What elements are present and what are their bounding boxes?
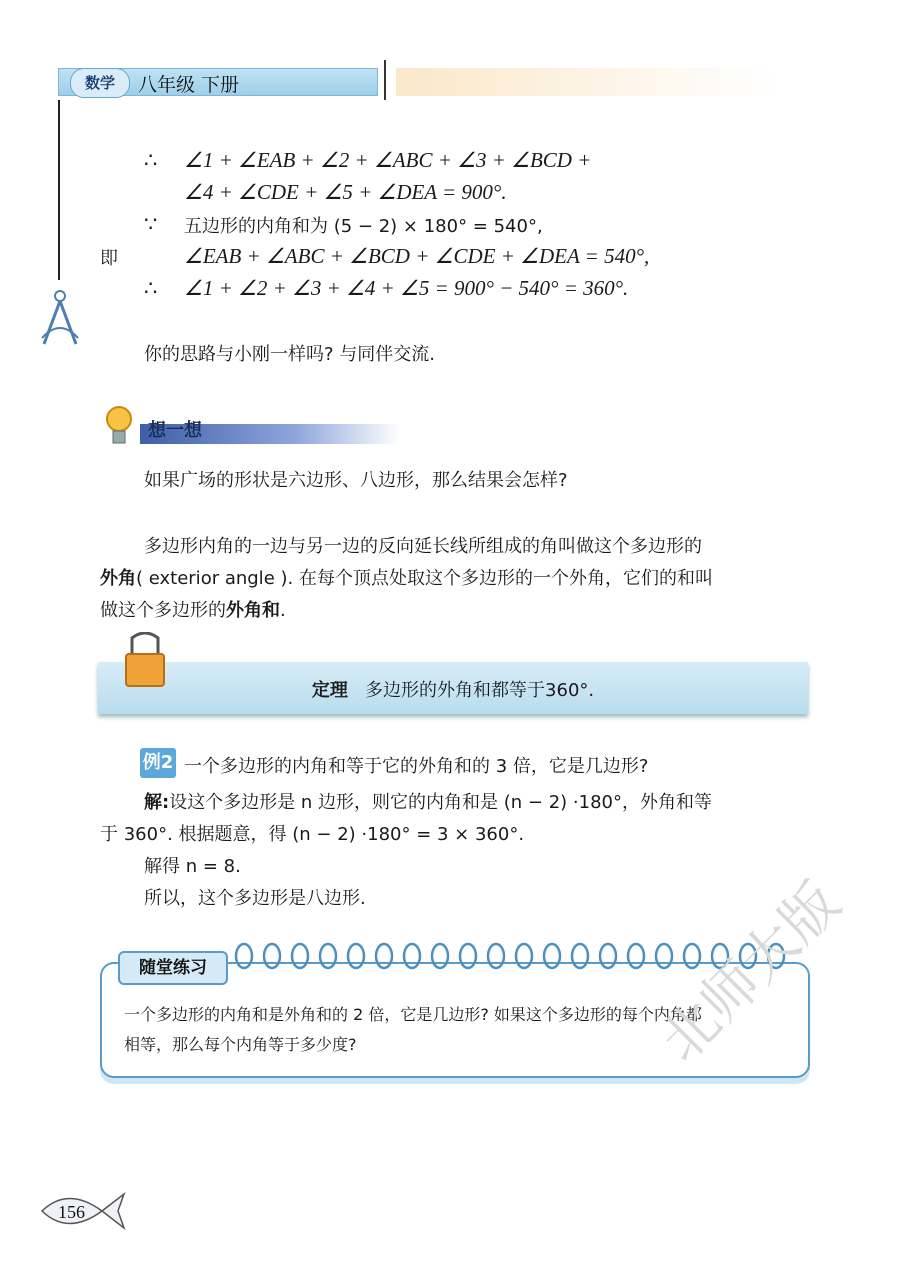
subject-badge: 数学 xyxy=(70,68,130,98)
page-number: 156 xyxy=(58,1202,85,1222)
equation-line-2: ∠4 + ∠CDE + ∠5 + ∠DEA = 900°. xyxy=(184,180,507,204)
equation-line-4: ∠EAB + ∠ABC + ∠BCD + ∠CDE + ∠DEA = 540°, xyxy=(184,244,650,268)
definition-line-2 xyxy=(100,564,713,590)
exterior-angle-sum-term: 外角和 xyxy=(226,600,280,621)
theorem-label: 定理 xyxy=(311,680,348,701)
equation-line-5: ∠1 + ∠2 + ∠3 + ∠4 + ∠5 = 900° − 540° = 360°. xyxy=(184,276,629,300)
definition-line-2-rest: ( exterior angle ). 在每个顶点处取这个多边形的一个外角，它们的和叫 xyxy=(136,568,713,589)
practice-line-1: 一个多边形的内角和是外角和的 2 倍，它是几边形? 如果这个多边形的每个内角都 xyxy=(124,1005,702,1024)
solution-line-4: 所以，这个多边形是八边形. xyxy=(144,888,366,909)
discussion-question: 你的思路与小刚一样吗? 与同伴交流. xyxy=(144,344,435,365)
therefore-symbol-2: ∴ xyxy=(144,276,158,300)
definition-line-3-start: 做这个多边形的 xyxy=(100,600,226,621)
theorem-text xyxy=(98,676,808,702)
compass-icon xyxy=(36,288,84,348)
header-divider xyxy=(384,60,386,100)
example-question: 一个多边形的内角和等于它的外角和的 3 倍，它是几边形? xyxy=(184,756,649,777)
solution-label: 解: xyxy=(144,792,170,813)
think-question: 如果广场的形状是六边形、八边形，那么结果会怎样? xyxy=(144,470,568,491)
equation-line-3: 五边形的内角和为 (5 − 2) × 180° = 540°, xyxy=(184,216,543,237)
lightbulb-icon xyxy=(104,404,134,448)
solution-line-3: 解得 n = 8. xyxy=(144,856,241,877)
example-badge: 例2 xyxy=(140,748,176,778)
solution-line-2: 于 360°. 根据题意，得 (n − 2) ·180° = 3 × 360°. xyxy=(100,824,525,845)
margin-line xyxy=(58,100,60,280)
header-gradient xyxy=(396,68,776,96)
definition-line-1: 多边形内角的一边与另一边的反向延长线所组成的角叫做这个多边形的 xyxy=(144,536,702,557)
equation-prefix: 即 xyxy=(100,248,118,269)
because-symbol: ∵ xyxy=(144,212,158,236)
publisher-watermark: 北师大版 xyxy=(648,870,853,1075)
theorem-statement: 多边形的外角和都等于360°. xyxy=(365,680,595,701)
exterior-angle-term: 外角 xyxy=(100,568,136,589)
solution-text-1: 设这个多边形是 n 边形，则它的内角和是 (n − 2) ·180°，外角和等 xyxy=(169,792,713,813)
practice-tab: 随堂练习 xyxy=(118,951,228,985)
practice-line-2: 相等，那么每个内角等于多少度? xyxy=(124,1035,357,1054)
therefore-symbol: ∴ xyxy=(144,148,158,172)
equation-line-1: ∠1 + ∠EAB + ∠2 + ∠ABC + ∠3 + ∠BCD + xyxy=(184,148,592,172)
header-title: 八年级 下册 xyxy=(138,74,240,96)
definition-line-3 xyxy=(100,596,286,622)
think-title: 想一想 xyxy=(148,420,202,441)
solution-line-1 xyxy=(144,788,712,814)
definition-line-3-end: . xyxy=(280,600,286,621)
